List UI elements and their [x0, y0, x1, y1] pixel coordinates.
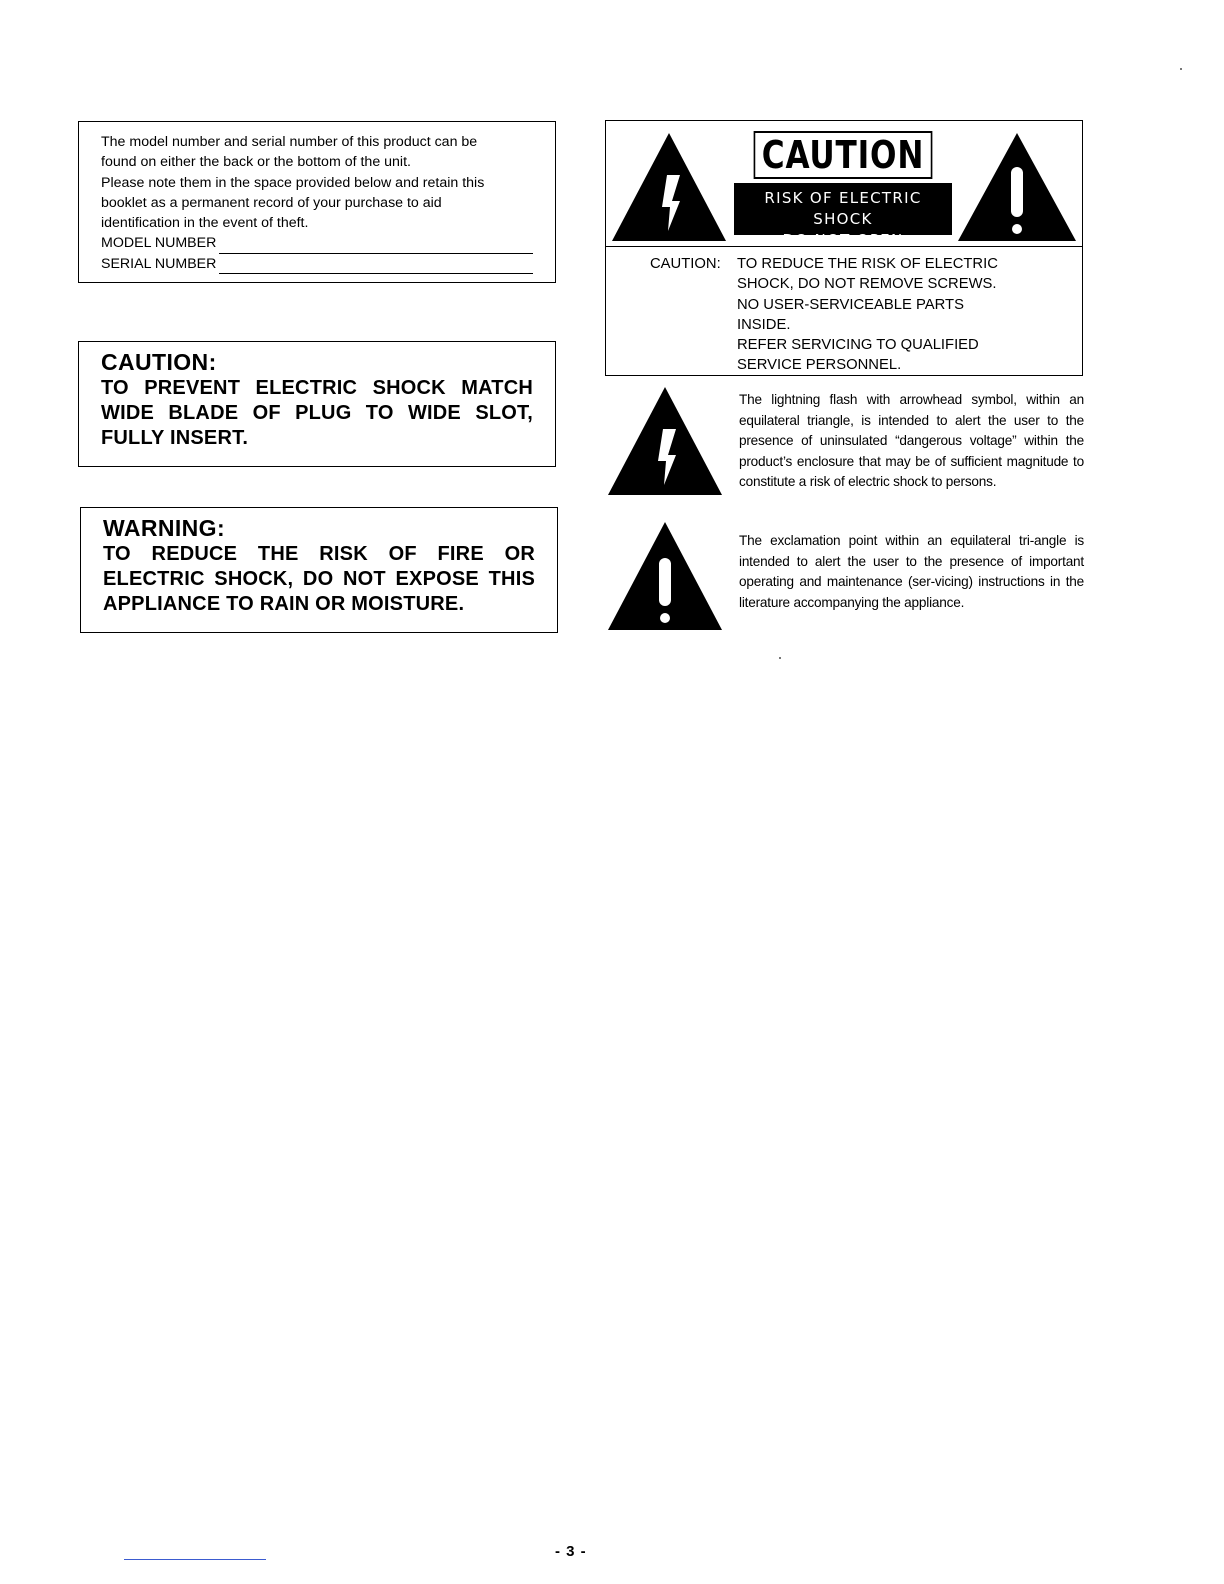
caution-label [734, 131, 952, 249]
caution-word: CAUTION [754, 131, 933, 179]
exclamation-triangle-icon [956, 131, 1078, 243]
model-box-line: The model number and serial number of this product can be [101, 134, 478, 150]
model-number-field [101, 233, 533, 253]
caution-panel-divider [606, 246, 1082, 247]
caution-text-line: SHOCK, DO NOT REMOVE SCREWS. [737, 276, 997, 293]
scan-speck [1180, 68, 1182, 70]
model-box-line: found on either the back or the bottom of the unit. [101, 154, 411, 171]
caution-text-line: REFER SERVICING TO QUALIFIED [737, 337, 979, 354]
model-box-line: booklet as a permanent record of your purchase to aid [101, 194, 442, 211]
caution-plug-title: CAUTION: [101, 349, 217, 375]
exclamation-triangle-icon [606, 520, 724, 632]
model-box-line: identification in the event of theft. [101, 215, 309, 232]
model-number-label: MODEL NUMBER [101, 235, 217, 252]
caution-panel [605, 120, 1083, 376]
caution-plug-body: TO PREVENT ELECTRIC SHOCK MATCH WIDE BLADE OF PLUG TO WIDE SLOT, FULLY INSERT. [101, 377, 533, 449]
caution-text-line: NO USER-SERVICEABLE PARTS [737, 296, 964, 313]
exclamation-symbol-description: The exclamation point within an equilateral tri-angle is intended to alert the user to the presence of important operating and maintenance (ser-vicing) instructions in the literature accompanying the appliance. [739, 533, 1084, 610]
serial-number-field [101, 254, 533, 274]
caution-risk-banner [734, 183, 952, 249]
warning-title: WARNING: [103, 515, 226, 541]
model-box-line: Please note them in the space provided below and retain this [101, 174, 485, 191]
model-serial-box [78, 121, 556, 283]
caution-text-line: INSIDE. [737, 316, 791, 333]
caution-open-line: DO NOT OPEN [782, 231, 904, 249]
caution-instructions [650, 254, 998, 376]
warning-body: TO REDUCE THE RISK OF FIRE OR ELECTRIC SHOCK, DO NOT EXPOSE THIS APPLIANCE TO RAIN OR MOISTURE. [103, 543, 535, 615]
serial-number-blank [219, 259, 533, 274]
warning-box [80, 507, 558, 633]
lightning-triangle-icon [610, 131, 728, 243]
caution-text-line: TO REDUCE THE RISK OF ELECTRIC [737, 256, 998, 272]
caution-text-label: CAUTION: [650, 256, 721, 272]
lightning-symbol-description: The lightning flash with arrowhead symbol, within an equilateral triangle, is intended to alert the user to the presence of uninsulated “dangerous voltage” within the product’s enclosure that may be of sufficient magnitude to constitute a risk of electric shock to persons. [739, 392, 1084, 490]
lightning-triangle-icon [606, 385, 724, 497]
caution-text-line: SERVICE PERSONNEL. [737, 357, 902, 374]
footer-rule [124, 1559, 266, 1560]
caution-plug-box [78, 341, 556, 467]
serial-number-label: SERIAL NUMBER [101, 255, 217, 272]
model-number-blank [219, 239, 533, 254]
page-number: - 3 - [555, 1543, 587, 1560]
scan-speck [779, 657, 781, 659]
caution-risk-line: RISK OF ELECTRIC SHOCK [764, 189, 922, 228]
